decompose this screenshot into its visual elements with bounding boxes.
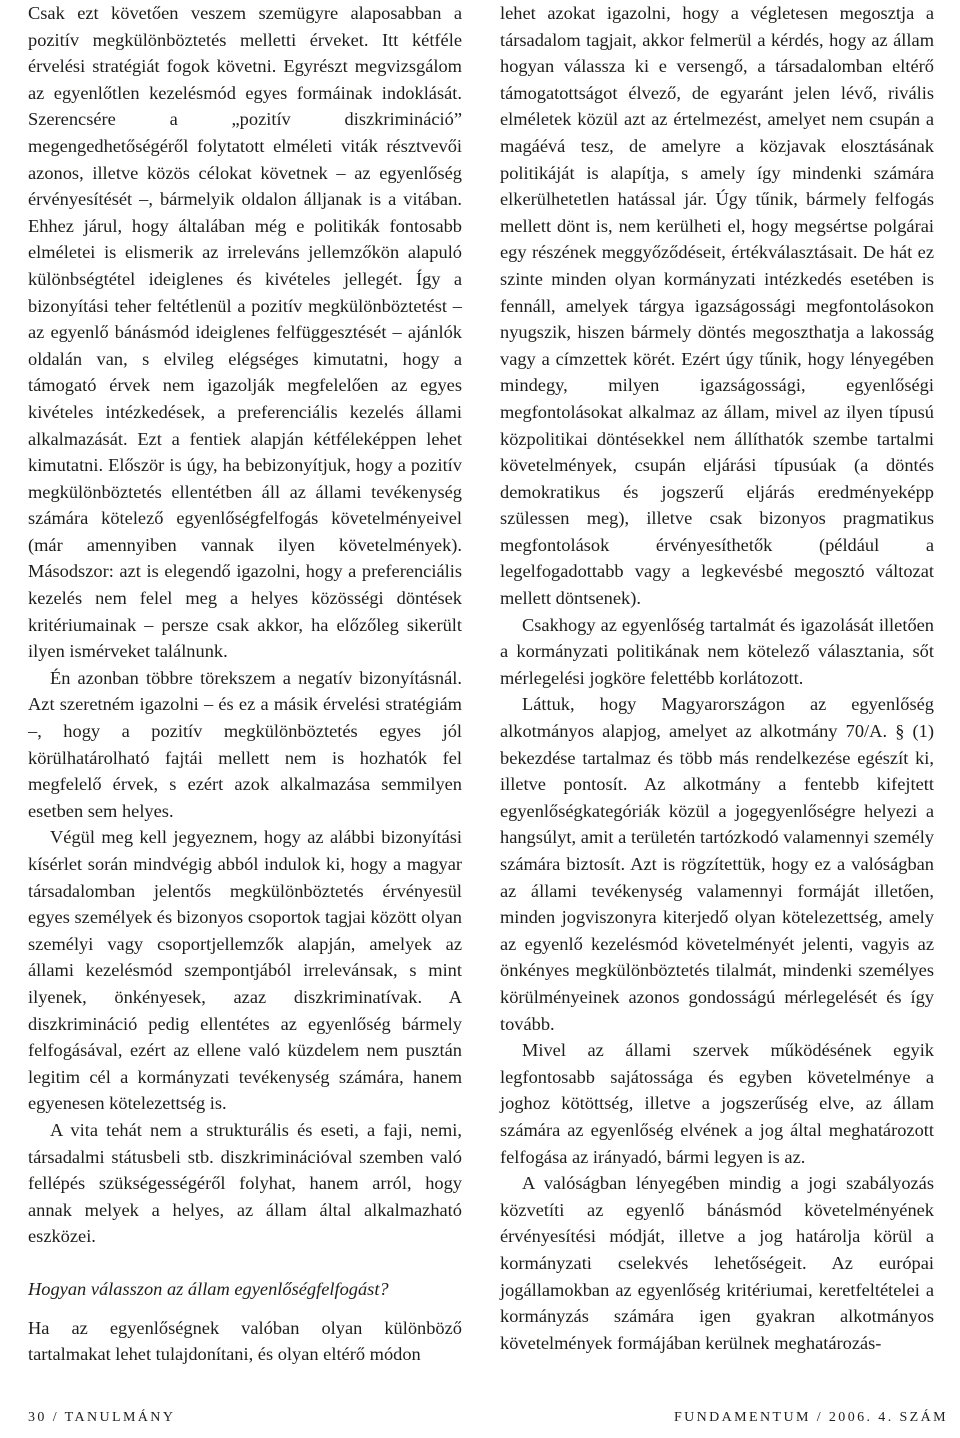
right-column — [500, 0, 934, 1356]
right-paragraph-4: Mivel az állami szervek működésének egyik legfontosabb sajátossága és egyben követelménye a joghoz kötöttség, illetve a jogszerűség elve, az állam számára az egyenlőség elvének a jog által meghatározott felfogása az irányadó, bármi legyen is az. — [500, 1040, 934, 1167]
right-paragraph-5: A valóságban lényegében mindig a jogi szabályozás közvetíti az egyenlő bánásmód követelményének érvényesítési módját, illetve a jog határolja körül a kormányzati cselekvés lehetőségeit. Az európai jogállamokban az egyenlőség kritériumai, keretfeltételei a kormányzás számára igen gyakran alkotmányos követelmények formájában kerülnek meghatározás- — [500, 1173, 934, 1353]
left-paragraph-5: Ha az egyenlőségnek valóban olyan különböző tartalmakat lehet tulajdonítani, és olyan eltérő módon — [28, 1317, 462, 1365]
left-paragraph-1: Csak ezt követően veszem szemügyre alaposabban a pozitív megkülönböztetés melletti érveket. Itt kétféle érvelési stratégiát fogok követni. Egyrészt megvizsgálom az egyenlőtlen kezelésmód egyes formáinak indoklását. Szerencsére a „pozitív diszkrimináció” megengedhetőségéről folytatott elméleti viták résztvevői azonos, illetve közös célokat követnek – az egyenlőség érvényesítését –, bármelyik oldalon álljanak is a vitában. Ehhez járul, hogy általában még e politikák fontosabb elméletei is elismerik az irreleváns jellemzőkön alapuló különbségtétel ideiglenes és kivételes jellegét. Így a bizonyítási teher feltétlenül a pozitív megkülönböztetést – az egyenlő bánásmód ideiglenes felfüggesztését – ajánlók oldalán van, s elvileg elégséges kimutatni, hogy a támogató érvek nem igazolják megfelelően az egyes kivételes intézkedések, a preferenciális kezelés állami alkalmazását. Ezt a fentiek alapján kétféleképpen lehet kimutatni. Először is úgy, ha bebizonyítjuk, hogy a pozitív megkülönböztetés ellentétben áll az állami tevékenység számára kötelező egyenlőségfelfogás követelményeivel (már amennyiben vannak ilyen követelmények). Másodszor: azt is elegendő igazolni, hogy a preferenciális kezelés nem felel meg a helyes közösségi döntések kritériumainak – persze csak akkor, ha előzőleg sikerült ilyen ismérveket találnunk. — [28, 3, 462, 662]
left-paragraph-4: A vita tehát nem a strukturális és eseti, a faji, nemi, társadalmi státusbeli stb. diszkriminációval szemben való fellépés szükségességéről folyhat, hanem arról, hogy annak melyek a helyes, az állam által alkalmazható eszközei. — [28, 1119, 462, 1247]
left-column — [28, 0, 462, 1368]
left-paragraph-2: Én azonban többre törekszem a negatív bizonyításnál. Azt szeretném igazolni – és ez a másik érvelési stratégiám –, hogy a pozitív megkülönböztetés egyes jól körülhatárolható fajtái mellett nem is hozhatók fel megfelelő érvek, s ezért azok alkalmazása semmilyen esetben sem helyes. — [28, 667, 462, 821]
right-paragraph-3: Láttuk, hogy Magyarországon az egyenlőség alkotmányos alapjog, amelyet az alkotmány 70/A. § (1) bekezdése tartalmaz és több más rendelkezése egészít ki, illetve pontosít. Az alkotmány a fentebb kifejtett egyenlőségkategóriák közül a jogegyenlőségre helyezi a hangsúlyt, amit a területén tartózkodó valamennyi személy számára biztosít. Azt is rögzítettük, hogy ez a valóságban az állami tevékenység valamennyi formáját illetően, minden jogviszonyra kiterjedő olyan kötelezettség, amely az egyenlő kezelésmód követelményét jelenti, vagyis az önkényes megkülönböztetés tilalmát, mindenki személyes körülményeinek azonos gondosságú mérlegelését és így tovább. — [500, 694, 934, 1034]
section-heading: Hogyan válasszon az állam egyenlőségfelfogást? — [28, 1278, 389, 1299]
right-paragraph-2: Csakhogy az egyenlőség tartalmát és igazolását illetően a kormányzati politikának nem kötelező választania, sőt mérlegelési jogköre felettébb korlátozott. — [500, 614, 934, 688]
footer-journal-label: FUNDAMENTUM / 2006. 4. SZÁM — [673, 1410, 948, 1425]
footer-section-label: 30 / TANULMÁNY — [28, 1410, 176, 1425]
left-paragraph-3: Végül meg kell jegyeznem, hogy az alábbi bizonyítási kísérlet során mindvégig abból indulok ki, hogy a magyar társadalomban jelentős megkülönböztetés érvényesül egyes személyek és bizonyos csoportok tagjai között olyan személyi vagy csoportjellemzők alapján, amelyek az állami kezelésmód szempontjából irrelevánsak, s mint ilyenek, önkényesek, azaz diszkriminatívak. A diszkrimináció pedig ellentétes az egyenlőség bármely felfogásával, ezért az ellene való küzdelem nem pusztán legitim cél a kormányzati tevékenység számára, hanem egyenesen kötelezettség is. — [28, 827, 462, 1114]
right-paragraph-1: lehet azokat igazolni, hogy a végletesen megosztja a társadalom tagjait, akkor felmerül a kérdés, hogy az állam hogyan válassza ki e versengő, a társadalomban eltérő támogatottságot élvező, de egyaránt jelen lévő, rivális elméletek közül azt az értelmezést, amelyet nem csupán a magáévá tesz, de amelyre a közjavak elosztásának politikáját is alapítja, s amely így mindenki számára elkerülhetetlen hatással jár. Úgy tűnik, bármely felfogás mellett dönt is, nem kerülheti el, hogy megsértse polgárai egy részének meggyőződéseit, értékválasztásait. De hát ez szinte minden olyan kormányzati intézkedés esetében is fennáll, amelyek tárgya igazságossági megfontolásokon nyugszik, hiszen bármely döntés megoszthatja a lakosság vagy a címzettek körét. Ezért úgy tűnik, hogy lényegében mindegy, milyen igazságossági, egyenlőségi megfontolásokat alkalmaz az állam, mivel az ilyen típusú közpolitikai döntésekkel nem állíthatók szembe tartalmi követelmények, csupán eljárási típusúak (a döntés demokratikus és jogszerű eljárás eredményeképp szülessen meg), illetve csak bizonyos pragmatikus megfontolások érvényesíthetők (például a legelfogadottabb vagy a legkevésbé megosztó változat mellett döntsenek). — [500, 3, 934, 609]
